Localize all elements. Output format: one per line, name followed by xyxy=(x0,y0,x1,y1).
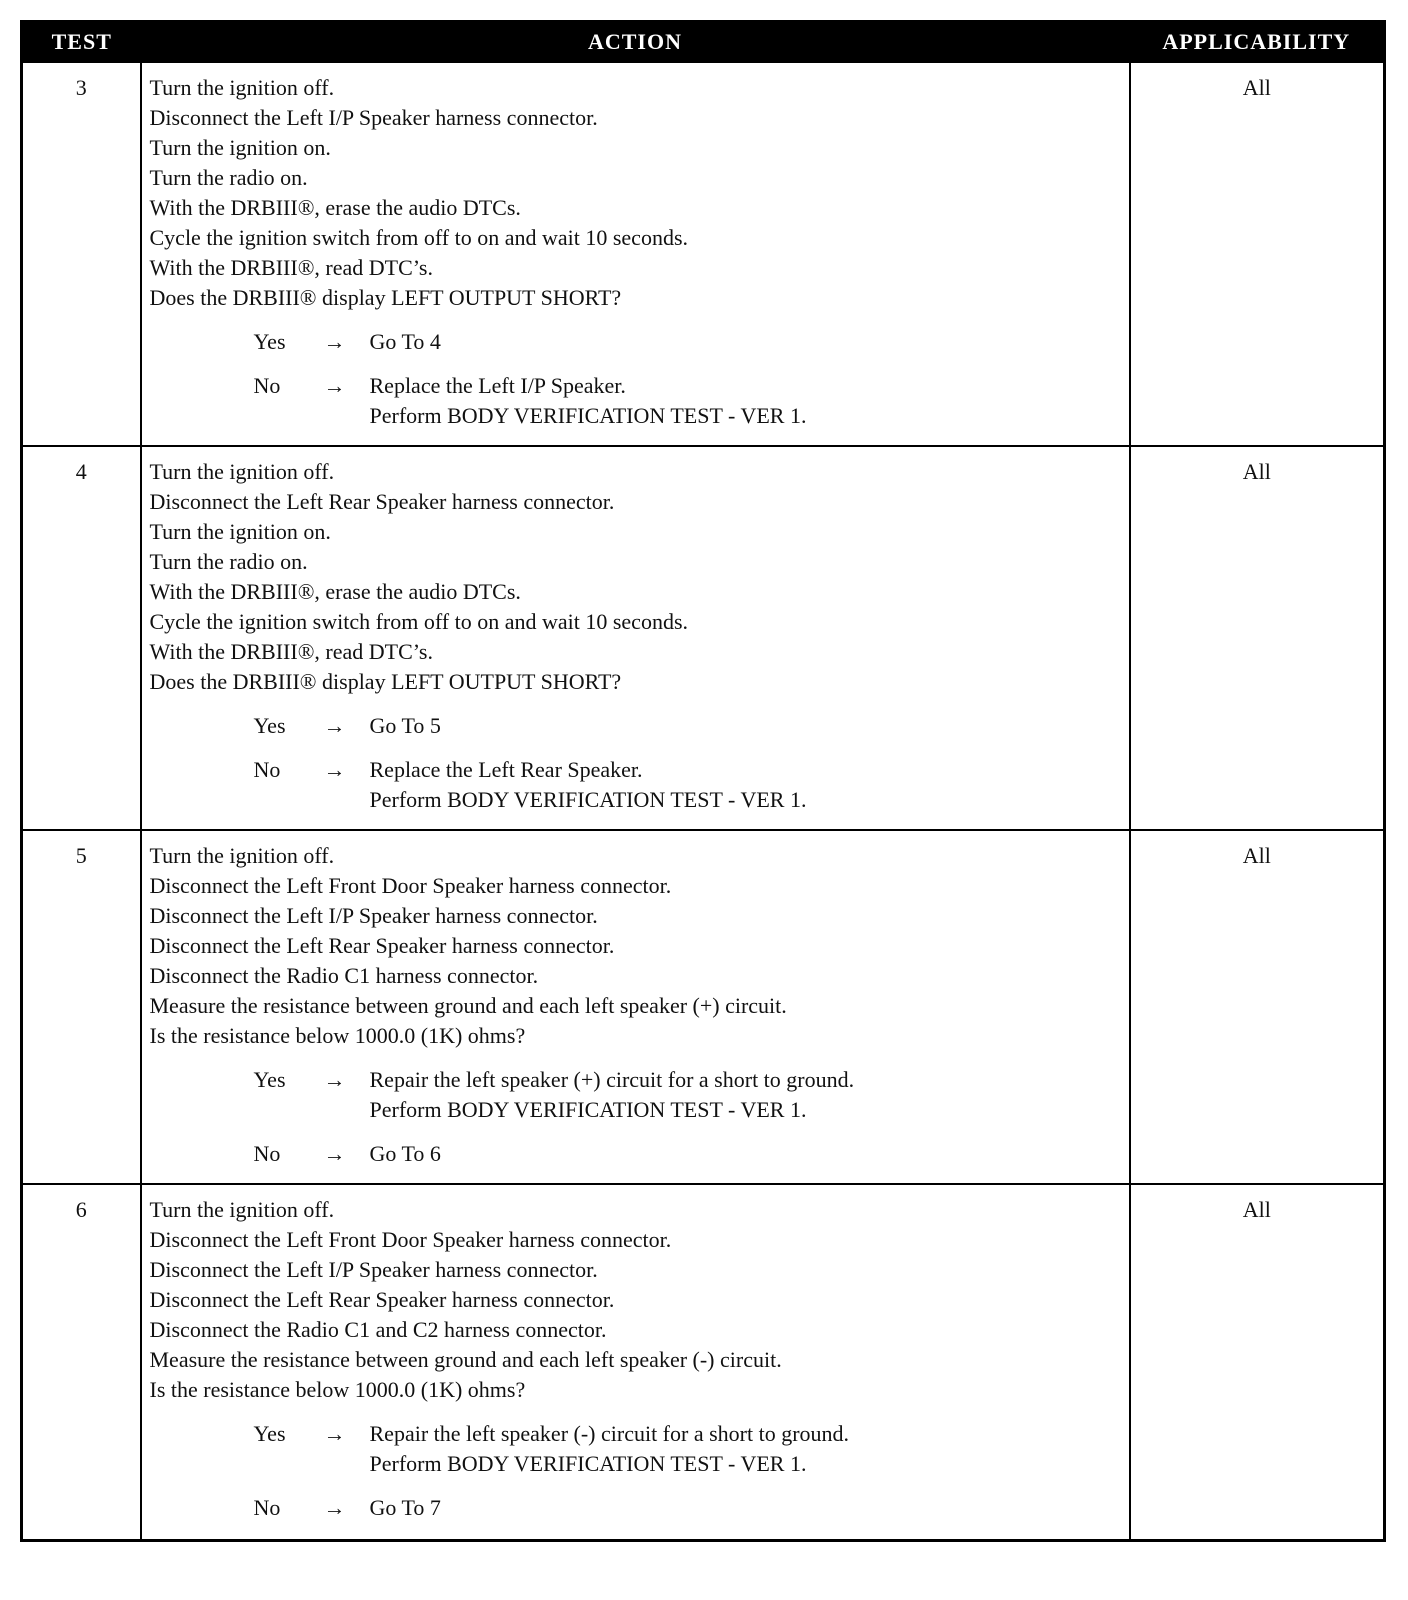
action-step: Turn the ignition on. xyxy=(149,135,331,160)
no-outcome xyxy=(150,1493,1121,1523)
result-line: Repair the left speaker (-) circuit for a short to ground. xyxy=(369,1421,850,1446)
action-step: Turn the ignition off. xyxy=(149,1197,335,1222)
table-body xyxy=(22,62,1385,1540)
applicability-cell: All xyxy=(1130,62,1385,446)
action-step: Is the resistance below 1000.0 (1K) ohms? xyxy=(149,1023,526,1048)
action-step: Turn the ignition on. xyxy=(149,519,331,544)
action-step: Cycle the ignition switch from off to on and wait 10 seconds. xyxy=(149,609,689,634)
yes-label: Yes xyxy=(253,329,286,354)
no-outcome xyxy=(150,371,1121,431)
yes-label: Yes xyxy=(253,1067,286,1092)
action-step: Cycle the ignition switch from off to on and wait 10 seconds. xyxy=(149,225,689,250)
action-cell xyxy=(141,446,1130,830)
no-result xyxy=(370,755,1121,815)
no-label: No xyxy=(253,1141,281,1166)
action-step: Measure the resistance between ground and each left speaker (+) circuit. xyxy=(149,993,787,1018)
test-row xyxy=(22,1184,1385,1540)
yes-result xyxy=(370,1065,1121,1125)
right-arrow-icon: → xyxy=(323,757,346,782)
no-label: No xyxy=(253,757,281,782)
action-step: With the DRBIII®, erase the audio DTCs. xyxy=(149,579,521,604)
right-arrow-icon: → xyxy=(323,1495,346,1520)
result-line: Replace the Left I/P Speaker. xyxy=(369,373,626,398)
test-row xyxy=(22,62,1385,446)
yes-result xyxy=(370,711,1121,741)
action-step: Disconnect the Left I/P Speaker harness connector. xyxy=(149,1257,598,1282)
yes-label: Yes xyxy=(253,713,286,738)
result-line: Replace the Left Rear Speaker. xyxy=(369,757,643,782)
action-step: Disconnect the Left Rear Speaker harness connector. xyxy=(149,489,615,514)
yes-outcome xyxy=(150,327,1121,357)
test-number: 3 xyxy=(22,62,141,446)
result-line: Go To 7 xyxy=(369,1495,441,1520)
action-step: Disconnect the Left Rear Speaker harness connector. xyxy=(149,1287,615,1312)
action-step: Turn the ignition off. xyxy=(149,459,335,484)
action-cell xyxy=(141,62,1130,446)
action-step: Turn the ignition off. xyxy=(149,75,335,100)
action-step: Is the resistance below 1000.0 (1K) ohms? xyxy=(149,1377,526,1402)
action-step: With the DRBIII®, erase the audio DTCs. xyxy=(149,195,521,220)
result-line: Go To 6 xyxy=(369,1141,441,1166)
no-result xyxy=(370,371,1121,431)
yes-outcome xyxy=(150,1419,1121,1479)
no-outcome xyxy=(150,755,1121,815)
yes-label: Yes xyxy=(253,1421,286,1446)
action-step: Disconnect the Radio C1 harness connector. xyxy=(149,963,539,988)
table-header-row xyxy=(22,22,1385,63)
action-step: With the DRBIII®, read DTC’s. xyxy=(149,639,433,664)
test-number: 4 xyxy=(22,446,141,830)
test-number: 6 xyxy=(22,1184,141,1540)
action-step: Disconnect the Left Front Door Speaker harness connector. xyxy=(149,1227,672,1252)
test-row xyxy=(22,830,1385,1184)
yes-result xyxy=(370,1419,1121,1479)
applicability-cell: All xyxy=(1130,446,1385,830)
result-line: Perform BODY VERIFICATION TEST - VER 1. xyxy=(369,1097,807,1122)
action-step: Turn the radio on. xyxy=(149,165,308,190)
action-step: Does the DRBIII® display LEFT OUTPUT SHORT? xyxy=(149,669,622,694)
no-result xyxy=(370,1493,1121,1523)
test-row xyxy=(22,446,1385,830)
action-cell xyxy=(141,830,1130,1184)
right-arrow-icon: → xyxy=(323,713,346,738)
result-line: Perform BODY VERIFICATION TEST - VER 1. xyxy=(369,787,807,812)
no-label: No xyxy=(253,373,281,398)
result-line: Go To 4 xyxy=(369,329,441,354)
action-step: Does the DRBIII® display LEFT OUTPUT SHORT? xyxy=(149,285,622,310)
yes-outcome xyxy=(150,711,1121,741)
right-arrow-icon: → xyxy=(323,373,346,398)
yes-outcome xyxy=(150,1065,1121,1125)
header-applicability: APPLICABILITY xyxy=(1130,22,1385,63)
action-step: Disconnect the Left Rear Speaker harness connector. xyxy=(149,933,615,958)
header-action: ACTION xyxy=(141,22,1130,63)
action-step: Turn the radio on. xyxy=(149,549,308,574)
action-step: Measure the resistance between ground and each left speaker (-) circuit. xyxy=(149,1347,782,1372)
action-step: With the DRBIII®, read DTC’s. xyxy=(149,255,433,280)
result-line: Perform BODY VERIFICATION TEST - VER 1. xyxy=(369,403,807,428)
test-number: 5 xyxy=(22,830,141,1184)
yes-result xyxy=(370,327,1121,357)
result-line: Perform BODY VERIFICATION TEST - VER 1. xyxy=(369,1451,807,1476)
applicability-cell: All xyxy=(1130,830,1385,1184)
right-arrow-icon: → xyxy=(323,329,346,354)
action-step: Disconnect the Left I/P Speaker harness connector. xyxy=(149,105,598,130)
result-line: Repair the left speaker (+) circuit for a short to ground. xyxy=(369,1067,855,1092)
applicability-cell: All xyxy=(1130,1184,1385,1540)
action-cell xyxy=(141,1184,1130,1540)
header-test: TEST xyxy=(22,22,141,63)
diagnostic-page xyxy=(20,20,1383,1542)
action-step: Disconnect the Left I/P Speaker harness connector. xyxy=(149,903,598,928)
action-step: Disconnect the Radio C1 and C2 harness connector. xyxy=(149,1317,607,1342)
right-arrow-icon: → xyxy=(323,1421,346,1446)
right-arrow-icon: → xyxy=(323,1067,346,1092)
result-line: Go To 5 xyxy=(369,713,441,738)
right-arrow-icon: → xyxy=(323,1141,346,1166)
diagnostic-test-table xyxy=(20,20,1386,1542)
action-step: Turn the ignition off. xyxy=(149,843,335,868)
action-step: Disconnect the Left Front Door Speaker harness connector. xyxy=(149,873,672,898)
no-result xyxy=(370,1139,1121,1169)
no-outcome xyxy=(150,1139,1121,1169)
no-label: No xyxy=(253,1495,281,1520)
